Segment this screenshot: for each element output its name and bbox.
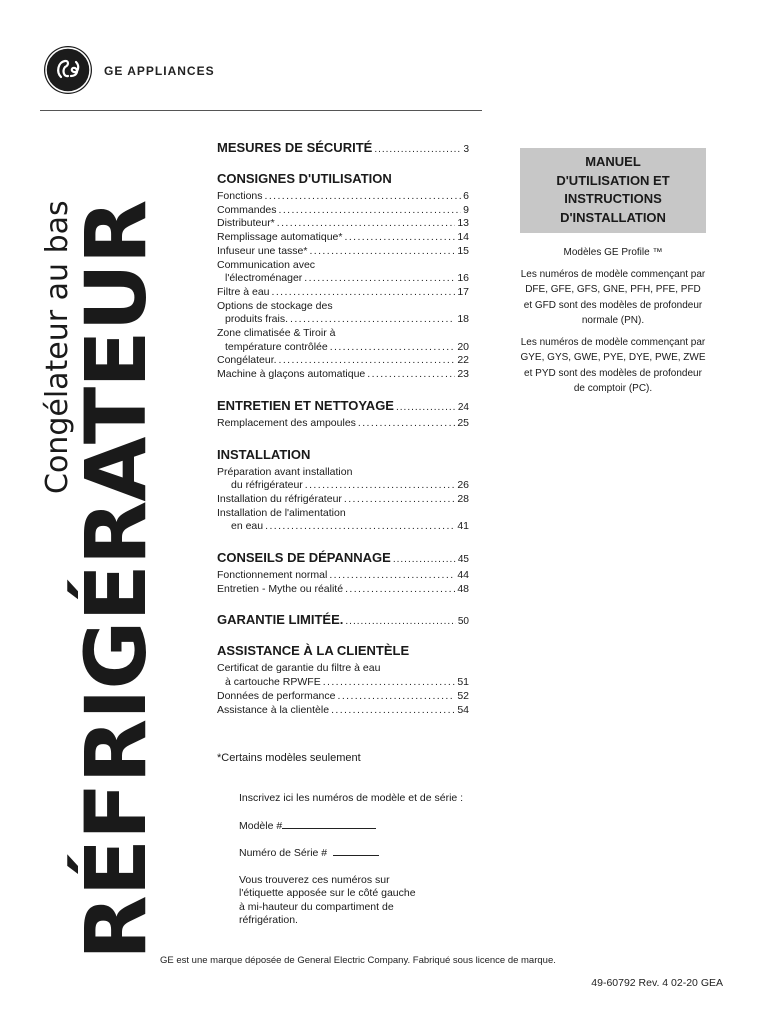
toc-item-page: 23	[457, 368, 469, 381]
toc-item	[217, 466, 469, 480]
toc-item	[217, 217, 469, 231]
toc-section-title	[217, 171, 469, 186]
toc-item-list	[217, 662, 469, 717]
toc-item-page: 18	[457, 313, 469, 326]
pc-models-text: Les numéros de modèle commençant par GYE, GYS, GWE, PYE, DYE, PWE, ZWE et PYD sont des modèles de profondeur de comptoir (PC).	[520, 336, 706, 394]
toc-item	[217, 327, 469, 341]
toc-item-label: à cartouche RPWFE	[225, 676, 321, 689]
toc-item	[217, 204, 469, 218]
toc-leader	[331, 704, 455, 718]
toc-item	[217, 313, 469, 327]
spine-title: RÉFRIGÉRATEUR	[67, 200, 165, 960]
toc-leader	[374, 144, 461, 155]
toc-leader	[290, 313, 455, 327]
toc-leader	[277, 217, 456, 231]
toc-item-label: Installation de l'alimentation	[217, 506, 346, 519]
toc-leader	[345, 583, 455, 597]
toc-section-label: ASSISTANCE À LA CLIENTÈLE	[217, 643, 410, 659]
toc-item	[217, 245, 469, 259]
toc-section-title	[217, 398, 469, 413]
record-intro: Inscrivez ici les numéros de modèle et de série :	[239, 792, 464, 804]
toc-item-page: 44	[457, 569, 469, 582]
toc-item-page: 16	[457, 272, 469, 285]
toc-leader	[338, 690, 456, 704]
toc-item-label: Données de performance	[217, 689, 336, 702]
toc-section-title	[217, 643, 469, 658]
toc-item-page: 9	[463, 203, 469, 216]
toc-item	[217, 704, 469, 718]
models-label: Modèles GE Profile ™	[563, 247, 663, 258]
toc-item	[217, 507, 469, 521]
toc-item-label: Filtre à eau	[217, 285, 270, 298]
toc-leader	[329, 569, 455, 583]
toc-item-page: 22	[457, 354, 469, 367]
toc-item-page: 15	[457, 244, 469, 257]
manual-heading	[520, 148, 706, 233]
serial-line	[239, 846, 479, 861]
toc-leader	[272, 286, 456, 300]
toc-item-label: produits frais.	[225, 313, 289, 326]
toc-item-label: du réfrigérateur	[231, 479, 303, 492]
toc-item-label: Remplacement des ampoules	[217, 416, 356, 429]
toc-section-label: INSTALLATION	[217, 446, 311, 462]
toc-item-list	[217, 417, 469, 431]
spine-subtitle: Congélateur au bas	[40, 200, 75, 494]
toc-leader	[345, 231, 456, 245]
toc-item-page: 6	[463, 190, 469, 202]
table-of-contents	[217, 140, 469, 717]
toc-item-label: température contrôlée	[225, 340, 328, 353]
model-line	[239, 819, 479, 834]
toc-leader	[396, 402, 456, 413]
toc-section-label: CONSIGNES D'UTILISATION	[217, 171, 392, 186]
toc-item	[217, 690, 469, 704]
toc-item-list	[217, 466, 469, 535]
toc-leader	[323, 676, 456, 690]
toc-item	[217, 300, 469, 314]
toc-item-label: Fonctions	[217, 190, 263, 202]
toc-leader	[305, 479, 456, 493]
toc-item	[217, 231, 469, 245]
model-blank	[282, 819, 376, 829]
toc-leader	[330, 341, 456, 355]
toc-item	[217, 676, 469, 690]
toc-leader	[344, 493, 455, 507]
toc-item-label: Fonctionnement normal	[217, 569, 328, 582]
serial-blank	[333, 846, 379, 856]
toc-section-title	[217, 612, 469, 627]
toc-item-page: 28	[457, 492, 469, 505]
manual-heading-line: MANUEL	[585, 154, 641, 169]
toc-section-page: 24	[457, 401, 469, 413]
toc-item-label: Distributeur*	[217, 217, 275, 230]
toc-leader	[265, 520, 455, 534]
toc-item	[217, 493, 469, 507]
toc-item-label: Assistance à la clientèle	[217, 703, 330, 716]
toc-section-label: MESURES DE SÉCURITÉ	[217, 140, 373, 155]
manual-info-panel	[520, 148, 706, 403]
document-number: 49-60792 Rev. 4 02-20 GEA	[591, 977, 723, 989]
toc-item-list	[217, 569, 469, 596]
toc-item-page: 25	[457, 416, 469, 429]
trademark-notice: GE est une marque déposée de General Electric Company. Fabriqué sous licence de marque.	[160, 955, 556, 966]
toc-item-label: Options de stockage des	[217, 299, 333, 312]
toc-item-label: Commandes	[217, 203, 277, 216]
toc-item	[217, 662, 469, 676]
toc-section-title	[217, 550, 469, 565]
header-divider	[40, 110, 482, 111]
toc-item-label: Certificat de garantie du filtre à eau	[217, 662, 381, 675]
toc-section-page: 3	[463, 144, 469, 155]
toc-item	[217, 583, 469, 597]
toc-item-label: Préparation avant installation	[217, 465, 353, 478]
toc-section-label: ENTRETIEN ET NETTOYAGE	[217, 397, 394, 413]
toc-leader	[279, 354, 456, 368]
toc-item-label: Zone climatisée & Tiroir à	[217, 327, 336, 340]
model-info	[520, 245, 706, 397]
toc-item-page: 48	[457, 582, 469, 595]
toc-leader	[279, 204, 462, 218]
toc-section-page: 45	[457, 554, 469, 566]
toc-item-page: 26	[457, 479, 469, 492]
toc-item-list	[217, 190, 469, 382]
toc-item	[217, 341, 469, 355]
toc-section-title	[217, 140, 469, 155]
toc-item-label: l'électroménager	[225, 272, 303, 285]
footnote: *Certains modèles seulement	[217, 752, 361, 764]
toc-leader	[265, 190, 462, 204]
serial-label: Numéro de Série #	[239, 847, 328, 859]
toc-item	[217, 354, 469, 368]
toc-item-label: Communication avec	[217, 258, 316, 271]
toc-item	[217, 417, 469, 431]
toc-item	[217, 286, 469, 300]
toc-item	[217, 368, 469, 382]
toc-item-page: 52	[457, 689, 469, 702]
toc-leader	[393, 554, 456, 565]
toc-section-title	[217, 447, 469, 462]
model-label: Modèle #	[239, 819, 283, 832]
toc-item-label: Congélateur.	[217, 354, 277, 367]
toc-item-label: Machine à glaçons automatique	[217, 368, 366, 381]
toc-item-label: Installation du réfrigérateur	[217, 492, 342, 505]
toc-item	[217, 272, 469, 286]
toc-leader	[309, 245, 455, 259]
toc-section-label: GARANTIE LIMITÉE.	[217, 612, 344, 628]
toc-leader	[304, 272, 455, 286]
toc-item-page: 54	[457, 703, 469, 716]
toc-item-page: 51	[457, 676, 469, 689]
manual-heading-line: D'INSTALLATION	[560, 209, 666, 225]
brand-name: GE APPLIANCES	[104, 64, 215, 78]
toc-item	[217, 190, 469, 204]
record-note: Vous trouverez ces numéros sur l'étiquette apposée sur le côté gauche à mi-hauteur du compartiment de réfrigération.	[239, 873, 416, 926]
toc-item	[217, 569, 469, 583]
toc-item-page: 17	[457, 285, 469, 298]
toc-item	[217, 479, 469, 493]
toc-leader	[345, 616, 455, 627]
toc-item-label: en eau	[231, 520, 264, 533]
toc-item	[217, 520, 469, 534]
manual-heading-line: INSTRUCTIONS	[564, 191, 662, 206]
toc-section-label: CONSEILS DE DÉPANNAGE	[217, 550, 391, 566]
toc-section-page: 50	[457, 616, 469, 628]
toc-item-label: Infuseur une tasse*	[217, 244, 308, 257]
ge-logo-icon	[44, 46, 92, 94]
pn-models-text: Les numéros de modèle commençant par DFE, GFE, GFS, GNE, PFH, PFE, PFD et GFD sont des modèles de profondeur normale (PN).	[520, 268, 706, 326]
toc-item	[217, 259, 469, 273]
toc-item-label: Remplissage automatique*	[217, 231, 343, 244]
toc-item-page: 13	[457, 217, 469, 230]
toc-item-label: Entretien - Mythe ou réalité	[217, 582, 344, 595]
toc-item-page: 14	[457, 231, 469, 244]
toc-item-page: 20	[457, 340, 469, 353]
toc-leader	[358, 417, 455, 431]
model-serial-record	[239, 792, 479, 941]
manual-heading-line: D'UTILISATION ET	[556, 172, 670, 188]
toc-leader	[367, 368, 455, 382]
toc-item-page: 41	[457, 520, 469, 533]
